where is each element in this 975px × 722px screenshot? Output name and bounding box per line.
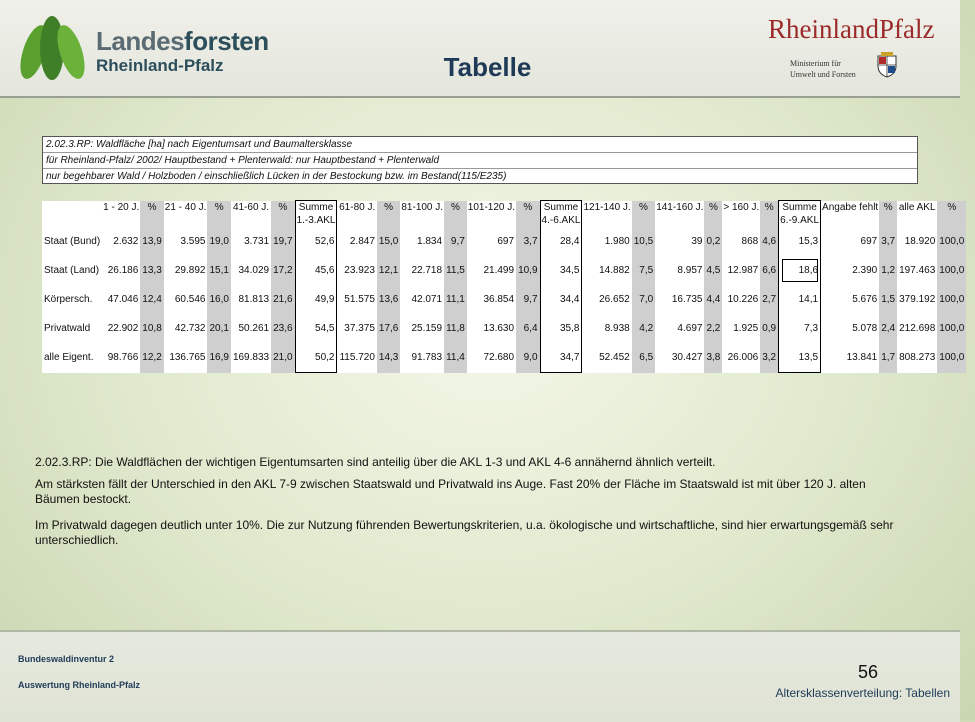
table-cell: 13.841 — [821, 343, 880, 373]
table-caption-box — [42, 136, 918, 184]
table-cell: 39 — [655, 227, 704, 256]
table-cell: 51.575 — [337, 285, 377, 314]
column-header: 81-100 J. — [401, 201, 444, 213]
column-header: % — [704, 201, 722, 215]
column-header: 101-120 J. — [467, 201, 516, 213]
table-cell: 81.813 — [231, 285, 271, 314]
table-cell: 100,0 — [937, 314, 966, 343]
column-header — [516, 214, 540, 227]
table-cell: 34.029 — [231, 256, 271, 285]
column-header: 6.-9.AKL — [780, 215, 820, 226]
table-cell: 1,5 — [879, 285, 897, 314]
column-header — [400, 214, 444, 227]
table-cell: 36.854 — [467, 285, 516, 314]
table-cell: 12,2 — [140, 343, 163, 373]
table-cell: 16,0 — [207, 285, 230, 314]
table-cell: 3,8 — [704, 343, 722, 373]
table-cell: 26.186 — [102, 256, 140, 285]
table-cell: 16.735 — [655, 285, 704, 314]
caption-line: für Rheinland-Pfalz/ 2002/ Hauptbestand + Plenterwald: nur Hauptbestand + Plenterwald — [43, 153, 917, 169]
table-cell: 1,7 — [879, 343, 897, 373]
table-cell: 60.546 — [164, 285, 208, 314]
column-header — [102, 214, 140, 227]
table-cell: 7,5 — [632, 256, 655, 285]
column-header: > 160 J. — [723, 201, 760, 213]
table-cell: 50,2 — [295, 343, 337, 373]
column-header: % — [760, 201, 778, 215]
ministry-label: Ministerium für Umwelt und Forsten — [790, 59, 856, 79]
table-header-row — [42, 214, 966, 227]
table-cell: 7,3 — [779, 314, 821, 343]
column-header — [704, 214, 722, 227]
column-header — [207, 214, 230, 227]
table-cell: 3.731 — [231, 227, 271, 256]
table-cell: 20,1 — [207, 314, 230, 343]
table-cell: 1.834 — [400, 227, 444, 256]
table-cell: 4,5 — [704, 256, 722, 285]
table-cell: 22.902 — [102, 314, 140, 343]
column-header — [879, 214, 897, 227]
table-cell: 100,0 — [937, 227, 966, 256]
table-cell: 3,7 — [879, 227, 897, 256]
table-cell: 2,7 — [760, 285, 778, 314]
brand-region: Rheinland-Pfalz — [96, 56, 224, 75]
table-cell: 2,4 — [879, 314, 897, 343]
table-cell: 9,7 — [444, 227, 467, 256]
forest-area-table — [42, 200, 966, 373]
table-cell: 100,0 — [937, 256, 966, 285]
table-cell: 19,7 — [271, 227, 295, 256]
table-cell: 868 — [722, 227, 760, 256]
section-label: Altersklassenverteilung: Tabellen — [775, 686, 950, 700]
table-row — [42, 285, 966, 314]
column-header — [937, 214, 966, 227]
column-header — [377, 214, 400, 227]
table-cell: 10,9 — [516, 256, 540, 285]
table-cell: 212.698 — [897, 314, 937, 343]
page-number: 56 — [858, 662, 879, 682]
column-header: 121-140 J. — [583, 201, 631, 213]
table-cell: 52,6 — [295, 227, 337, 256]
table-cell: 169.833 — [231, 343, 271, 373]
column-header — [231, 214, 271, 227]
column-header — [722, 214, 760, 227]
column-header — [42, 214, 102, 227]
table-cell: 15,0 — [377, 227, 400, 256]
table-cell: 42.071 — [400, 285, 444, 314]
table-cell: 13,5 — [779, 343, 821, 373]
row-label: Staat (Land) — [42, 256, 102, 285]
table-cell: 0,9 — [760, 314, 778, 343]
table-cell: 17,6 — [377, 314, 400, 343]
column-header: % — [937, 201, 966, 215]
caption-line: nur begehbarer Wald / Holzboden / einschließlich Lücken in der Bestockung bzw. im Bestand(115/E235) — [46, 171, 507, 182]
table-cell: 379.192 — [897, 285, 937, 314]
table-cell: 19,0 — [207, 227, 230, 256]
column-header — [655, 214, 704, 227]
column-header: 21 - 40 J. — [164, 201, 207, 213]
table-cell: 3.595 — [164, 227, 208, 256]
column-header: Angabe fehlt — [822, 201, 879, 213]
column-header: Summe — [779, 201, 821, 215]
column-header: 1 - 20 J. — [103, 201, 140, 213]
table-cell: 2.632 — [102, 227, 140, 256]
table-cell: 4,2 — [632, 314, 655, 343]
table-cell: 26.006 — [722, 343, 760, 373]
table-cell: 3,2 — [760, 343, 778, 373]
column-header: 61-80 J. — [337, 201, 377, 215]
table-cell: 15,3 — [779, 227, 821, 256]
table-cell: 808.273 — [897, 343, 937, 373]
table-cell: 10.226 — [722, 285, 760, 314]
table-cell: 52.452 — [582, 343, 632, 373]
paragraph-2: Am stärksten fällt der Unterschied in den AKL 7-9 zwischen Staatswald und Privatwald ins Auge. Fast 20% der Fläche im Staatswald ist mit über 120 J. alten Bäumen bestockt. — [35, 477, 866, 506]
table-cell: 12,4 — [140, 285, 163, 314]
table-cell: 4,6 — [760, 227, 778, 256]
column-header: Summe — [295, 201, 337, 215]
table-cell: 2.847 — [337, 227, 377, 256]
table-cell: 7,0 — [632, 285, 655, 314]
column-header: % — [516, 201, 540, 215]
table-cell: 98.766 — [102, 343, 140, 373]
table-cell: 16,9 — [207, 343, 230, 373]
table-cell: 13.630 — [467, 314, 516, 343]
table-cell: 15,1 — [207, 256, 230, 285]
table-cell: 1.980 — [582, 227, 632, 256]
table-cell: 11,4 — [444, 343, 467, 373]
table-cell: 37.375 — [337, 314, 377, 343]
table-cell: 14.882 — [582, 256, 632, 285]
table-cell: 1.925 — [722, 314, 760, 343]
column-header: alle AKL — [898, 201, 936, 213]
column-header — [467, 214, 516, 227]
table-cell: 14,1 — [779, 285, 821, 314]
column-header: % — [377, 201, 400, 215]
column-header — [164, 214, 208, 227]
table-cell: 11,1 — [444, 285, 467, 314]
table-cell: 6,6 — [760, 256, 778, 285]
table-cell: 2,2 — [704, 314, 722, 343]
footer-inventory: Bundeswaldinventur 2 — [18, 654, 115, 664]
column-header — [271, 214, 295, 227]
table-cell: 8.957 — [655, 256, 704, 285]
column-header — [632, 214, 655, 227]
table-cell: 6,5 — [632, 343, 655, 373]
table-cell: 10,5 — [632, 227, 655, 256]
table-cell: 22.718 — [400, 256, 444, 285]
table-cell: 28,4 — [540, 227, 582, 256]
table-cell: 197.463 — [897, 256, 937, 285]
table-cell: 29.892 — [164, 256, 208, 285]
column-header: Summe — [540, 201, 582, 215]
column-header — [444, 214, 467, 227]
table-cell: 100,0 — [937, 285, 966, 314]
coat-of-arms-icon — [876, 52, 898, 78]
column-header: % — [140, 201, 163, 215]
table-cell: 18.920 — [897, 227, 937, 256]
table-cell: 91.783 — [400, 343, 444, 373]
table-cell: 8.938 — [582, 314, 632, 343]
table-header-row — [42, 201, 966, 215]
brand-name: Landesforsten — [96, 26, 269, 56]
footer-bar — [0, 630, 960, 722]
footer-evaluation: Auswertung Rheinland-Pfalz — [18, 680, 141, 690]
table-cell: 34,5 — [540, 256, 582, 285]
paragraph-3: Im Privatwald dagegen deutlich unter 10%. Die zur Nutzung führenden Bewertungskriterien, u.a. ökologische und wirtschaftliche, sind hier erwartungsgemäß sehr unterschiedlich. — [35, 518, 894, 547]
table-cell: 21.499 — [467, 256, 516, 285]
table-cell: 14,3 — [377, 343, 400, 373]
table-cell: 2.390 — [821, 256, 880, 285]
table-cell: 697 — [467, 227, 516, 256]
row-label: Staat (Bund) — [42, 227, 102, 256]
table-cell: 17,2 — [271, 256, 295, 285]
paragraph-1: 2.02.3.RP: Die Waldflächen der wichtigen Eigentumsarten sind anteilig über die AKL 1-3 und AKL 4-6 annähernd ähnlich verteilt. — [35, 455, 716, 469]
column-header: % — [879, 201, 897, 215]
rheinland-pfalz-logo: RheinlandPfalz — [768, 14, 935, 44]
column-header: 4.-6.AKL — [541, 215, 581, 226]
table-cell: 47.046 — [102, 285, 140, 314]
table-cell: 49,9 — [295, 285, 337, 314]
column-header — [760, 214, 778, 227]
column-header: % — [207, 201, 230, 215]
table-row — [42, 314, 966, 343]
table-cell: 54,5 — [295, 314, 337, 343]
table-row — [42, 227, 966, 256]
table-cell: 4,4 — [704, 285, 722, 314]
table-cell: 72.680 — [467, 343, 516, 373]
table-cell: 23,6 — [271, 314, 295, 343]
table-cell: 34,7 — [540, 343, 582, 373]
column-header — [42, 201, 102, 215]
column-header — [821, 214, 880, 227]
table-cell: 100,0 — [937, 343, 966, 373]
table-cell: 26.652 — [582, 285, 632, 314]
table-cell: 11,8 — [444, 314, 467, 343]
table-cell: 34,4 — [540, 285, 582, 314]
page-title: Tabelle — [443, 52, 532, 82]
table-cell: 697 — [821, 227, 880, 256]
table-cell: 13,6 — [377, 285, 400, 314]
table-cell: 25.159 — [400, 314, 444, 343]
row-label: alle Eigent. — [42, 343, 102, 373]
column-header: 141-160 J. — [656, 201, 704, 213]
table-cell: 5.078 — [821, 314, 880, 343]
row-label: Körpersch. — [42, 285, 102, 314]
table-cell: 9,0 — [516, 343, 540, 373]
table-cell: 12.987 — [722, 256, 760, 285]
table-cell: 18,6 — [779, 256, 821, 285]
table-cell: 9,7 — [516, 285, 540, 314]
table-cell: 45,6 — [295, 256, 337, 285]
table-cell: 23.923 — [337, 256, 377, 285]
column-header: 41-60 J. — [231, 201, 271, 215]
table-cell: 42.732 — [164, 314, 208, 343]
table-cell: 12,1 — [377, 256, 400, 285]
column-header — [337, 214, 377, 227]
table-cell: 5.676 — [821, 285, 880, 314]
column-header: % — [271, 201, 295, 215]
table-cell: 115.720 — [337, 343, 377, 373]
column-header: % — [632, 201, 655, 215]
table-cell: 4.697 — [655, 314, 704, 343]
header-bar — [0, 0, 960, 98]
table-cell: 13,3 — [140, 256, 163, 285]
table-row — [42, 343, 966, 373]
table-cell: 136.765 — [164, 343, 208, 373]
table-cell: 0,2 — [704, 227, 722, 256]
table-cell: 13,9 — [140, 227, 163, 256]
table-cell: 10,8 — [140, 314, 163, 343]
table-cell: 21,6 — [271, 285, 295, 314]
table-cell: 3,7 — [516, 227, 540, 256]
table-cell: 1,2 — [879, 256, 897, 285]
column-header — [140, 214, 163, 227]
column-header — [582, 214, 632, 227]
table-row — [42, 256, 966, 285]
column-header: 1.-3.AKL — [296, 215, 336, 226]
table-cell: 6,4 — [516, 314, 540, 343]
row-label: Privatwald — [42, 314, 102, 343]
column-header — [897, 214, 937, 227]
table-cell: 21,0 — [271, 343, 295, 373]
table-cell: 50.261 — [231, 314, 271, 343]
caption-line: 2.02.3.RP: Waldfläche [ha] nach Eigentumsart und Baumaltersklasse — [43, 137, 917, 153]
column-header: % — [444, 201, 467, 215]
table-cell: 11,5 — [444, 256, 467, 285]
table-cell: 30.427 — [655, 343, 704, 373]
table-cell: 35,8 — [540, 314, 582, 343]
